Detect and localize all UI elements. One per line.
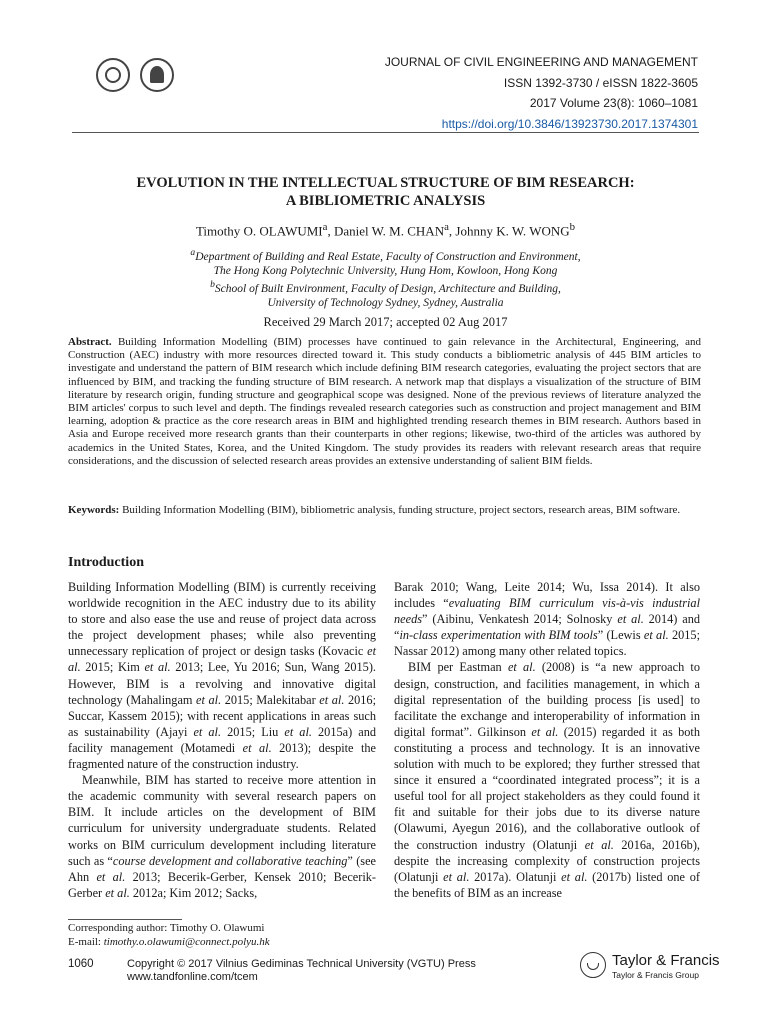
body-column-left (68, 579, 376, 901)
text-run: 2013); despite the fragmented nature of the construction industry. (68, 740, 376, 772)
text-run: 2014) and “ (394, 612, 700, 643)
publisher-url[interactable]: www.tandfonline.com/tcem (127, 971, 258, 983)
text-run: (2017b) listed one of the benefits of BIM as an increase (394, 869, 700, 900)
text-run: 2015; Kim (80, 660, 145, 675)
bell-seal-icon (140, 58, 174, 92)
italic-text-run: et al. (144, 660, 171, 675)
italic-text-run: et al. (617, 612, 644, 627)
text-run: Meanwhile, BIM has started to receive more attention in the academic community with several research papers on BIM. It include articles on the development of BIM curriculum for university undergraduate students. Related works on BIM curriculum development including literature such as “ (68, 773, 376, 868)
text-run: 2013; Lee, Yu 2016; Sun, Wang 2015). However, BIM is a revolving and innovative digital technology (Mahalingam (68, 660, 376, 707)
text-run: 2017a). Olatunji (469, 869, 562, 884)
italic-text-run: et al. (196, 692, 222, 707)
affiliations (72, 246, 699, 310)
text-run: 2015; Malekitabar (221, 692, 320, 707)
italic-text-run: et al. (443, 869, 470, 884)
journal-header (380, 52, 698, 134)
corresp-label: Corresponding author: (68, 922, 168, 934)
title-line: A BIBLIOMETRIC ANALYSIS (285, 193, 486, 209)
text-run: 2012a; Kim 2012; Sacks, (129, 885, 258, 900)
italic-text-run: et al. (319, 692, 345, 707)
affil-line: Department of Building and Real Estate, Faculty of Construction and Environment, (195, 250, 581, 263)
text-run: Building Information Modelling (BIM) is currently receiving worldwide recognition in the AEC industry due to its ability to store and also ease the use and reuse of project data across the project development phases; while also preventing unnecessary replication of project or design tasks (Kovacic (68, 580, 376, 659)
corresp-name: Timothy O. Olawumi (169, 922, 265, 934)
email-link[interactable]: timothy.o.olawumi@connect.polyu.hk (103, 935, 270, 948)
author-affil-mark: b (569, 221, 576, 233)
author-name: Timothy O. OLAWUMI (195, 223, 323, 239)
abstract-text: Building Information Modelling (BIM) processes have continued to gain relevance in the Architectural, Engineering, and Construction (AEC) industry with more resources directed toward it. This study conducts a bibliometric analysis of 445 BIM articles to investigate and understand the pattern of BIM research which include defining BIM research categories, evaluating the project sectors that are influenced by BIM, and tracking the funding structure of BIM research. A network map that displays a visualization of the structure of BIM literature by research origin, funding structure and geographical scope was designed. None of the previous reviews of literature analyzed the BIM articles' corpus to such level and depth. The findings revealed research categories such as construction and project management and BIM learning, adoption & practice as the core research areas in BIM and highlighted trending research themes in BIM research. Authors based in Asia and Europe received more research grants than their counterparts in other regions; likewise, two-third of the articles was authored by academics in the United States, Korea, and the United Kingdom. The study provides its readers with relevant research areas that require considerations, and the discussion of selected research areas provides an extensive understanding of salient BIM fields. (68, 336, 701, 467)
keywords-text: Building Information Modelling (BIM), bibliometric analysis, funding structure, project sectors, research areas, BIM software. (122, 504, 681, 516)
journal-logos (96, 58, 180, 92)
paper-title (72, 174, 699, 210)
italic-text-run: et al. (561, 869, 588, 884)
text-run: 2016a, 2016b), despite the increasing complexity of construction projects (Olatunji (394, 837, 701, 884)
body-column-right (394, 579, 700, 901)
italic-text-run: et al. (507, 660, 536, 675)
author-name: Johnny K. W. WONG (455, 223, 570, 239)
affil-mark: b (210, 278, 215, 290)
text-run: ” (Aibinu, Venkatesh 2014; Solnosky (422, 612, 618, 627)
italic-text-run: et al. (584, 837, 614, 852)
text-run: (2008) is “a new approach to design, construction, and facilities management, in which a digital representation of the building process [is used] to facilitate the exchange and interoperability of information in digital format”. Gilkinson (394, 660, 700, 739)
university-seal-icon (96, 58, 130, 92)
keywords (68, 504, 701, 517)
italic-text-run: et al. (68, 644, 376, 675)
abstract-label: Abstract. (68, 336, 112, 348)
italic-text-run: et al. (105, 885, 130, 900)
text-run: 2015; Liu (221, 724, 285, 739)
received-dates: Received 29 March 2017; accepted 02 Aug 2017 (263, 315, 508, 329)
volume-info: 2017 Volume 23(8): 1060–1081 (529, 96, 698, 110)
text-run: 2015; Nassar 2012) among many other related topics. (394, 628, 700, 659)
copyright-text: Copyright © 2017 Vilnius Gediminas Technical University (VGTU) Press (127, 958, 476, 970)
author-affil-mark: a (322, 221, 328, 233)
title-line: EVOLUTION IN THE INTELLECTUAL STRUCTURE OF BIM RESEARCH: (136, 175, 635, 191)
text-run: 2015a) and facility management (Motamedi (68, 724, 376, 755)
paragraph (68, 579, 376, 772)
author-list: Timothy O. OLAWUMI$^a$, Daniel W. M. CHAN$^a$, Johnny K. W. WONG$^b$ (195, 221, 576, 239)
text-run: ” (see Ahn (68, 853, 376, 884)
keywords-label: Keywords: (68, 504, 120, 516)
section-heading-introduction: Introduction (68, 555, 144, 570)
text-run: 2016; Succar, Kassem 2015); with recent applications in areas such as sustainability (Ajayi (68, 692, 376, 739)
italic-text-run: et al. (242, 740, 272, 755)
italic-text-run: et al. (96, 869, 126, 884)
paragraph (68, 772, 376, 901)
italic-text-run: in-class experimentation with BIM tools (399, 628, 598, 643)
header-divider (72, 132, 699, 133)
text-run: 2013; Becerik-Gerber, Kensek 2010; Becerik-Gerber (68, 869, 376, 900)
affil-mark: a (190, 247, 196, 258)
publisher-group: Taylor & Francis Group (612, 970, 699, 980)
author-affil-mark: a (444, 221, 449, 233)
email-label: E-mail: (68, 935, 101, 948)
taylor-francis-lamp-icon (580, 952, 606, 978)
text-run: Barak 2010; Wang, Leite 2014; Wu, Issa 2014). It also includes “ (394, 580, 700, 611)
affil-line: The Hong Kong Polytechnic University, Hung Hom, Kowloon, Hong Kong (213, 264, 558, 277)
italic-text-run: course development and collaborative teaching (112, 853, 348, 868)
affil-line: School of Built Environment, Faculty of Design, Architecture and Building, (214, 282, 561, 295)
paragraph (394, 579, 700, 659)
paragraph (394, 659, 700, 900)
issn: ISSN 1392-3730 / eISSN 1822-3605 (503, 75, 698, 90)
page-number: 1060 (68, 958, 94, 970)
corresponding-author (68, 922, 270, 949)
journal-name: JOURNAL OF CIVIL ENGINEERING AND MANAGEMENT (384, 55, 698, 69)
affil-line: University of Technology Sydney, Sydney, Australia (267, 296, 504, 309)
footnote-divider (68, 919, 182, 920)
italic-text-run: et al. (531, 724, 559, 739)
publisher-name: Taylor & Francis (612, 952, 720, 969)
copyright-notice (127, 958, 476, 984)
abstract (68, 336, 701, 468)
italic-text-run: et al. (284, 724, 312, 739)
text-run: ” (Lewis (597, 628, 644, 643)
text-run: BIM per Eastman (408, 660, 508, 675)
italic-text-run: et al. (643, 628, 669, 643)
doi-link[interactable]: https://doi.org/10.3846/13923730.2017.1374301 (441, 116, 698, 131)
italic-text-run: et al. (193, 724, 222, 739)
author-name: Daniel W. M. CHAN (333, 223, 445, 239)
text-run: (2015) regarded it as both constituting a process and technology. It is an innovative solution with much to be explored; they further stressed that since it ensured a “coordinated integrated process”; it is a useful tool for all project stakeholders as they could found it fit and suitable for their jobs due to its diverse nature (Olawumi, Ayegun 2016), and the collaborative outlook of the construction industry (Olatunji (394, 724, 700, 852)
italic-text-run: evaluating BIM curriculum vis-à-vis industrial needs (394, 596, 700, 627)
